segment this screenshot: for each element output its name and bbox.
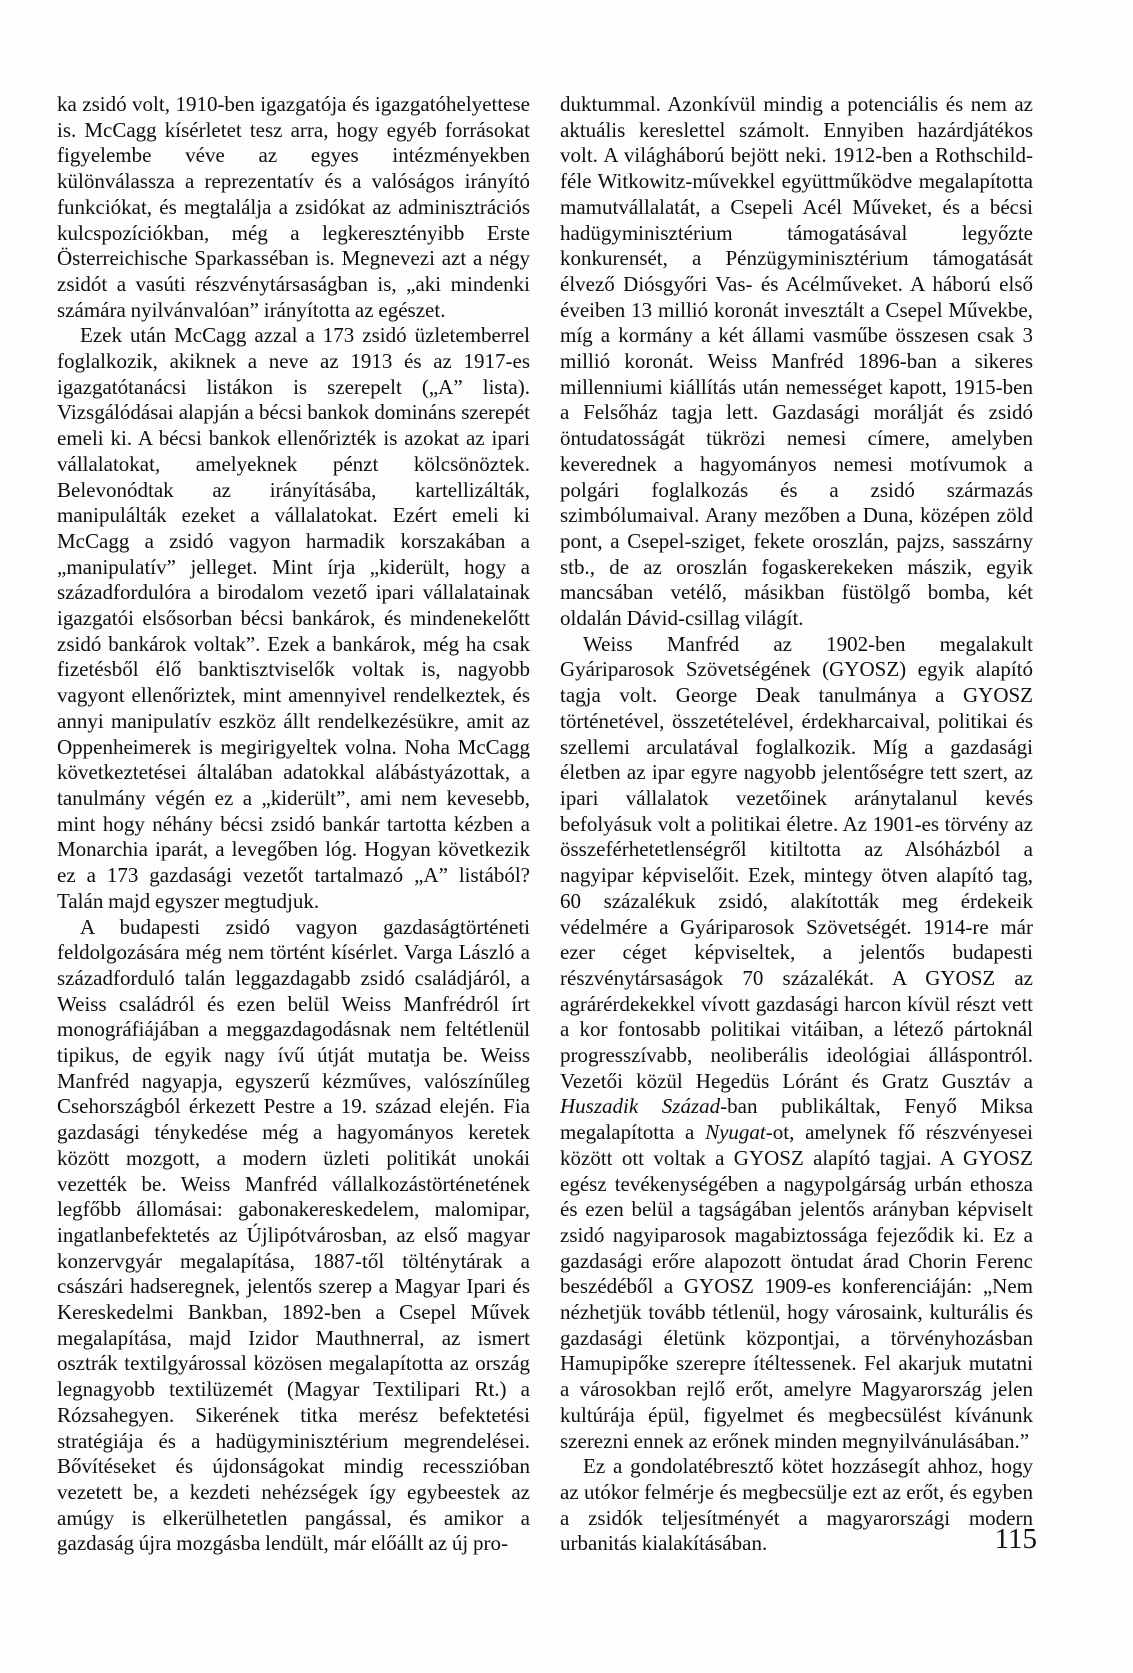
paragraph (560, 632, 1033, 1455)
page-number: 115 (994, 1523, 1037, 1555)
paragraph (560, 1454, 1033, 1557)
text-run: -ban publikáltak, Fenyő Miksa megalapította a (560, 1094, 1033, 1145)
text-run: ka zsidó volt, 1910-ben igazgatója és igazgatóhelyettese is. McCagg kísérletet tesz arra, hogy egyéb forrásokat figyelembe véve az egyes intézményekben különválassza a reprezentatív és a valóságos irányító funkciókat, és megtalálja a zsidókat az adminisztrációs kulcspozíciókban, még a legkeresztényibb Erste Österreichische Sparkasséban is. Megnevezi azt a négy zsidót a vasúti részvénytársaságban is, „aki mindenki számára nyilvánvalóan” irányította az egészet. (57, 92, 530, 322)
text-run: Weiss Manfréd az 1902-ben megalakult Gyáriparosok Szövetségének (GYOSZ) egyik alapító tagja volt. George Deak tanulmánya a GYOSZ történetével, összetételével, érdekharcaival, politikai és szellemi arculatával foglalkozik. Míg a gazdasági életben az ipar egyre nagyobb jelentőségre tett szert, az ipari vállalatok vezetőinek aránytalanul kevés befolyásuk volt a politikai életre. Az 1901-es törvény az összeférhetetlenségről kitiltotta az Alsóházból a nagyipar képviselőit. Ezek, mintegy ötven alapító tag, 60 százalékuk zsidó, alakították meg érdekeik védelmére a Gyáriparosok Szövetségét. 1914-re már ezer céget képviseltek, a jelentős budapesti részvénytársaságok 70 százalékát. A GYOSZ az agrárérdekekkel vívott gazdasági harcon kívül részt vett a kor fontosabb politikai vitáiban, a létező pártoknál progresszívabb, neoliberális ideológiai álláspontról. Vezetői közül Hegedüs Lóránt és Gratz Gusztáv a (560, 631, 1033, 1093)
italic-text-run: Huszadik Század (560, 1094, 721, 1119)
text-column-right (560, 92, 1033, 1557)
italic-text-run: Nyugat (705, 1120, 766, 1145)
text-run: A budapesti zsidó vagyon gazdaságtörténeti feldolgozására még nem történt kísérlet. Varga László a századforduló talán leggazdagabb zsidó családjáról, a Weiss családról és ezen belül Weiss Manfrédról írt monográfiájában a meggazdagodásnak nem feltétlenül tipikus, de egyik nagy ívű útját mutatja be. Weiss Manfréd nagyapja, egyszerű kézműves, valószínűleg Csehországból érkezett Pestre a 19. század elején. Fia gazdasági ténykedése még a hagyományos keretek között mozgott, a modern üzleti politikát unokái vezették be. Weiss Manfréd vállalkozástörténetének legfőbb állomásai: gabonakereskedelem, malomipar, ingatlanbefektetés az Újlipótvárosban, az első magyar konzervgyár megalapítása, 1887-től tölténytárak a császári hadseregnek, jelentős szerep a Magyar Ipari és Kereskedelmi Bankban, 1892-ben a Csepel Művek megalapítása, majd Izidor Mauthnerral, az ismert osztrák textilgyárossal közösen megalapította az ország legnagyobb textilüzemét (Magyar Textilipari Rt.) a Rózsahegyen. Sikerének titka merész befektetési stratégiája és a hadügyminisztérium megrendelései. Bővítéseket és újdonságokat mindig recesszióban vezetett be, a kezdeti nehézségek így egybeestek az amúgy is elkerülhetetlen pangással, és amikor a gazdaság újra mozgásba lendült, már előállt az új pro- (57, 914, 530, 1556)
paragraph (57, 323, 530, 914)
two-column-text-block (57, 92, 1033, 1557)
text-run: -ot, amelynek fő részvényesei között ott voltak a GYOSZ alapító tagjai. A GYOSZ egész tevékenységében a nagypolgárság urbán ethosza és ezen belül a tagságában jelentős arányban képviselt zsidó nagyiparosok magabiztossága fejeződik ki. Ez a gazdasági erőre alapozott öntudat árad Chorin Ferenc beszédéből a GYOSZ 1909-es konferenciáján: „Nem nézhetjük tovább tétlenül, hogy városaink, kulturális és gazdasági életünk központjai, a törvényhozásban Hamupipőke szerepre ítéltessenek. Fel akarjuk mutatni a városokban rejlő erőt, amelyre Magyarország jelen kultúrája épül, figyelmet és megbecsülést kívánunk szerezni ennek az erőnek minden megnyilvánulásában.” (560, 1120, 1034, 1453)
text-run: duktummal. Azonkívül mindig a potenciális és nem az aktuális kereslettel számolt. Ennyiben hazárdjátékos volt. A világháború bejött neki. 1912-ben a Rothschild-féle Witkowitz-művekkel együttműködve megalapította mamutvállalatát, a Csepeli Acél Műveket, és a bécsi hadügyminisztérium támogatásával legyőzte konkurensét, a Pénzügyminisztérium támogatását élvező Diósgyőri Vas- és Acélműveket. A háború első éveiben 13 millió koronát invesztált a Csepel Művekbe, míg a kormány a két állami vasműbe összesen csak 3 millió koronát. Weiss Manfréd 1896-ban a sikeres millenniumi kiállítás után nemességet kapott, 1915-ben a Felsőház tagja lett. Gazdasági morálját és zsidó öntudatosságát tükrözi nemesi címere, amelyben keverednek a hagyományos nemesi motívumok a polgári foglalkozás és a zsidó származás szimbólumaival. Arany mezőben a Duna, középen zöld pont, a Csepel-sziget, fekete oroszlán, pajzs, sasszárny stb., de az oroszlán fogaskerekeken mászik, egyik mancsában vetélő, másikban füstölgő bomba, két oldalán Dávid-csillag világít. (560, 92, 1033, 631)
paragraph (57, 92, 530, 323)
text-run: Ezek után McCagg azzal a 173 zsidó üzletemberrel foglalkozik, akiknek a neve az 1913 és az 1917-es igazgatótanácsi listákon is szerepelt („A” lista). Vizsgálódásai alapján a bécsi bankok domináns szerepét emeli ki. A bécsi bankok ellenőrizték is azokat az ipari vállalatokat, amelyeknek pénzt kölcsönöztek. Belevonódtak az irányításába, kartellizálták, manipulálták ezeket a vállalatokat. Ezért emeli ki McCagg a zsidó vagyon harmadik korszakában a „manipulatív” jelleget. Mint írja „kiderült, hogy a századfordulóra a birodalom vezető ipari vállalatainak igazgatói elsősorban bécsi bankárok, és mindenekelőtt zsidó bankárok voltak”. Ezek a bankárok, még ha csak fizetésből élő banktisztviselők voltak is, nagyobb vagyont ellenőriztek, mint amennyivel rendelkeztek, és annyi manipulatív eszköz állt rendelkezésükre, amit az Oppenheimerek is megirigyeltek volna. Noha McCagg következtetései általában adatokkal alábástyázottak, a tanulmány végén ez a „kiderült”, ami nem kevesebb, mint hogy néhány bécsi zsidó bankár tartotta kézben a Monarchia iparát, a levegőben lóg. Hogyan következik ez a 173 gazdasági vezetőt tartalmazó „A” listából? Talán majd egyszer megtudjuk. (57, 323, 530, 913)
paragraph (560, 92, 1033, 632)
text-run: Ez a gondolatébresztő kötet hozzásegít ahhoz, hogy az utókor felmérje és megbecsülje ezt az erőt, és egyben a zsidók teljesítményét a magyarországi modern urbanitás kialakításában. (560, 1454, 1033, 1556)
paragraph (57, 915, 530, 1558)
text-column-left (57, 92, 530, 1557)
